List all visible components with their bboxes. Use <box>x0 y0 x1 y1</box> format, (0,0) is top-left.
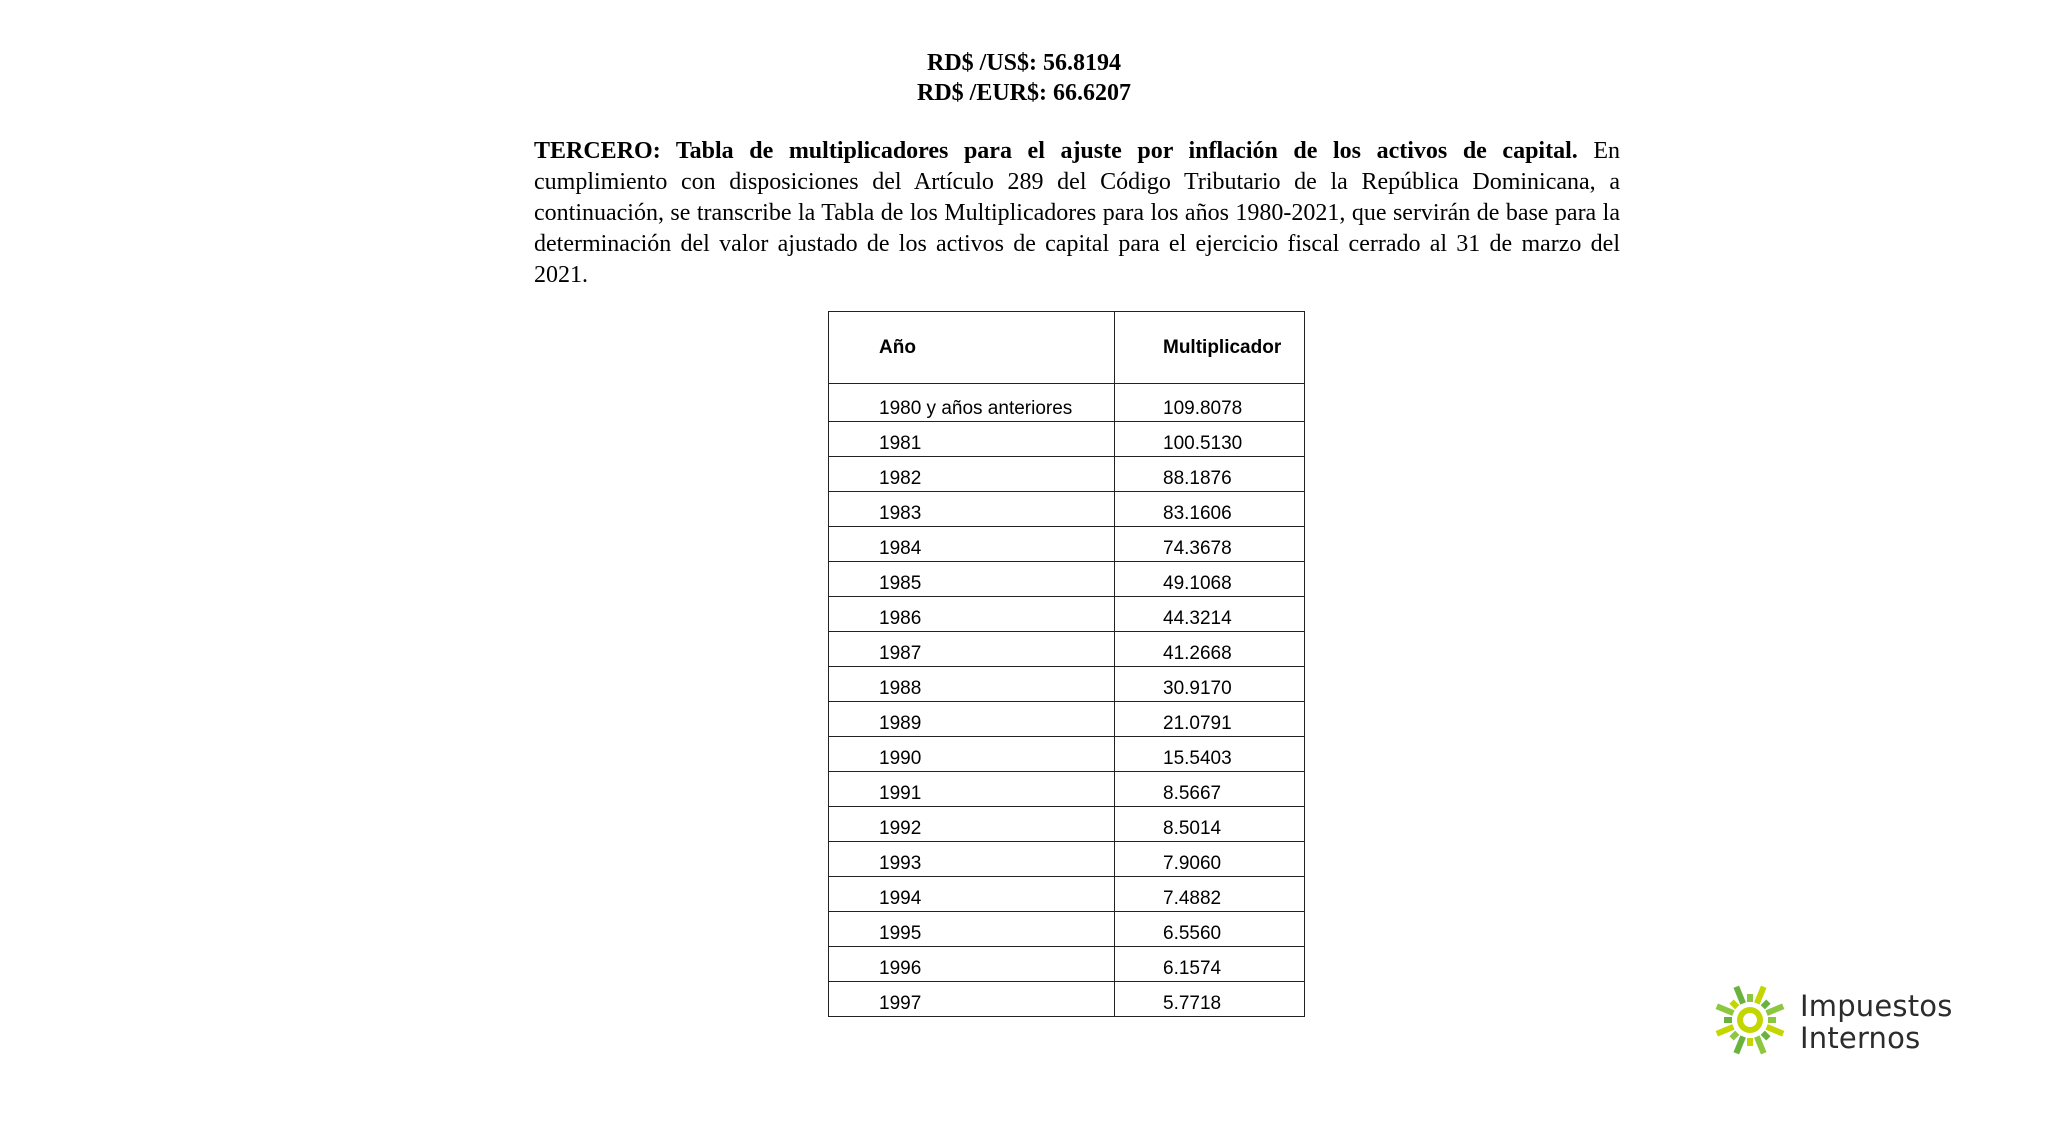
multiplier-cell: 6.1574 <box>1115 947 1305 982</box>
table-row <box>829 422 1305 457</box>
multiplier-cell: 49.1068 <box>1115 562 1305 597</box>
logo-ray <box>1761 1031 1771 1041</box>
multiplier-cell: 7.9060 <box>1115 842 1305 877</box>
table-row <box>829 702 1305 737</box>
multiplier-cell: 5.7718 <box>1115 982 1305 1017</box>
year-cell: 1995 <box>829 912 1115 947</box>
year-cell: 1996 <box>829 947 1115 982</box>
logo-ray <box>1729 1031 1739 1041</box>
year-cell: 1989 <box>829 702 1115 737</box>
logo-ray <box>1729 999 1739 1009</box>
multiplier-cell: 44.3214 <box>1115 597 1305 632</box>
table-row <box>829 807 1305 842</box>
multiplier-cell: 100.5130 <box>1115 422 1305 457</box>
table-row <box>829 492 1305 527</box>
logo-ray <box>1768 1017 1776 1023</box>
year-cell: 1980 y años anteriores <box>829 384 1115 422</box>
eur-rate: RD$ /EUR$: 66.6207 <box>917 80 1131 106</box>
year-cell: 1981 <box>829 422 1115 457</box>
multiplier-cell: 6.5560 <box>1115 912 1305 947</box>
logo-line-2: Internos <box>1800 1021 1921 1055</box>
table-row <box>829 982 1305 1017</box>
year-cell: 1990 <box>829 737 1115 772</box>
table-row <box>829 527 1305 562</box>
multiplier-cell: 74.3678 <box>1115 527 1305 562</box>
year-cell: 1993 <box>829 842 1115 877</box>
table-header-row <box>829 312 1305 384</box>
multiplier-cell: 8.5014 <box>1115 807 1305 842</box>
year-cell: 1991 <box>829 772 1115 807</box>
year-cell: 1987 <box>829 632 1115 667</box>
logo-ray <box>1724 1017 1732 1023</box>
table-row <box>829 877 1305 912</box>
year-cell: 1992 <box>829 807 1115 842</box>
exchange-rates <box>0 48 2048 108</box>
multiplier-cell: 15.5403 <box>1115 737 1305 772</box>
header-multiplier: Multiplicador <box>1115 312 1305 384</box>
multiplier-cell: 83.1606 <box>1115 492 1305 527</box>
year-cell: 1986 <box>829 597 1115 632</box>
year-cell: 1982 <box>829 457 1115 492</box>
impuestos-internos-logo <box>1708 978 1978 1058</box>
table-row <box>829 912 1305 947</box>
usd-rate: RD$ /US$: 56.8194 <box>926 50 1121 76</box>
logo-line-1: Impuestos <box>1800 989 1953 1023</box>
sun-burst-icon <box>1708 978 1792 1062</box>
table-row <box>829 772 1305 807</box>
table-row <box>829 842 1305 877</box>
header-year: Año <box>829 312 1115 384</box>
multiplier-cell: 7.4882 <box>1115 877 1305 912</box>
table-row <box>829 667 1305 702</box>
paragraph-body: En cumplimiento con disposiciones del Artículo 289 del Código Tributario de la República Dominicana, a continuación, se transcribe la Tabla de los Multiplicadores para los años 1980-2021, que servirán de base para la determinación del valor ajustado de los activos de capital para el ejercicio fiscal cerrado al 31 de marzo del 2021. <box>534 138 1620 288</box>
table-row <box>829 947 1305 982</box>
multiplier-cell: 8.5667 <box>1115 772 1305 807</box>
multiplier-cell: 41.2668 <box>1115 632 1305 667</box>
logo-text <box>1800 990 1953 1054</box>
table-row <box>829 737 1305 772</box>
year-cell: 1984 <box>829 527 1115 562</box>
table-row <box>829 562 1305 597</box>
multipliers-table <box>828 311 1305 1017</box>
logo-ray <box>1761 999 1771 1009</box>
year-cell: 1994 <box>829 877 1115 912</box>
table-row <box>829 597 1305 632</box>
table-row <box>829 384 1305 422</box>
tercero-paragraph <box>534 136 1620 291</box>
multiplier-cell: 30.9170 <box>1115 667 1305 702</box>
table-row <box>829 457 1305 492</box>
multiplier-cell: 88.1876 <box>1115 457 1305 492</box>
multiplier-cell: 109.8078 <box>1115 384 1305 422</box>
year-cell: 1997 <box>829 982 1115 1017</box>
multiplier-cell: 21.0791 <box>1115 702 1305 737</box>
year-cell: 1985 <box>829 562 1115 597</box>
paragraph-heading: TERCERO: Tabla de multiplicadores para el ajuste por inflación de los activos de capital. <box>534 138 1578 164</box>
year-cell: 1988 <box>829 667 1115 702</box>
logo-ray <box>1747 994 1753 1002</box>
logo-ray <box>1747 1038 1753 1046</box>
table-row <box>829 632 1305 667</box>
year-cell: 1983 <box>829 492 1115 527</box>
